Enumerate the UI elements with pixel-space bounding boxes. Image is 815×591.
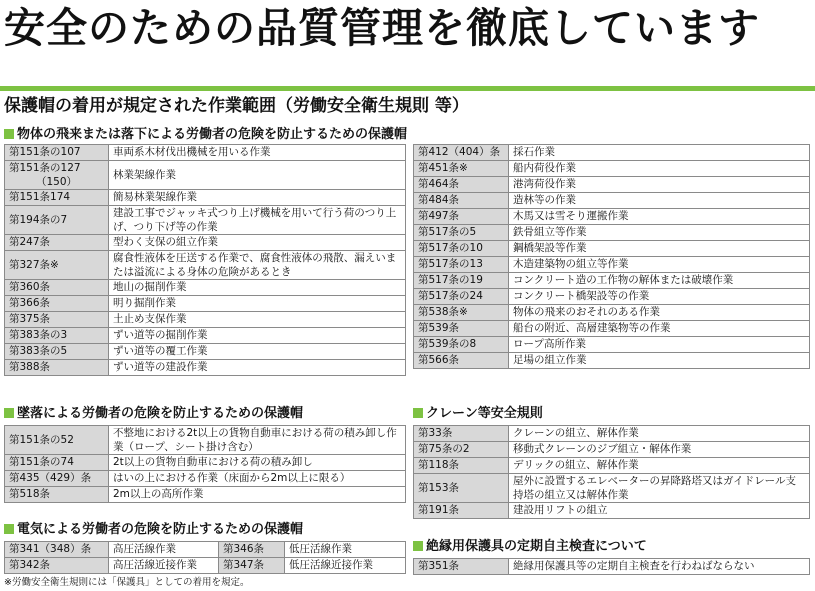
article-ref-cell: 第539条 [414,321,509,337]
table-row [414,458,810,474]
article-ref-cell: 第412（404）条 [414,145,509,161]
work-description-cell: 林業架線作業 [109,161,406,190]
table-row [414,353,810,369]
table-row [5,206,406,235]
work-description-cell: 船台の附近、高層建築物等の作業 [509,321,810,337]
work-description-cell: クレーンの組立、解体作業 [509,426,810,442]
table-row [414,145,810,161]
article-ref-cell: 第375条 [5,312,109,328]
work-description-cell: ロープ高所作業 [509,337,810,353]
table-row [5,344,406,360]
crane-table [413,425,810,519]
work-description-cell: 地山の掘削作業 [109,280,406,296]
article-ref-cell: 第191条 [414,503,509,519]
work-description-cell: デリックの組立、解体作業 [509,458,810,474]
table-row [414,337,810,353]
article-ref-cell: 第346条 [219,542,285,558]
table-row [5,190,406,206]
work-description-cell: 2t以上の貨物自動車における荷の積み卸し [109,455,406,471]
article-ref-cell: 第327条※ [5,251,109,280]
table-row [5,312,406,328]
work-description-cell: 2m以上の高所作業 [109,487,406,503]
green-square-icon [4,129,14,139]
table-row [5,426,406,455]
article-ref-cell: 第451条※ [414,161,509,177]
flying-left-table [4,144,406,376]
table-row [414,426,810,442]
article-ref-cell: 第194条の7 [5,206,109,235]
article-ref-cell: 第539条の8 [414,337,509,353]
work-description-cell: 腐食性液体を圧送する作業で、腐食性液体の飛散、漏えいまたは溢流による身体の危険があるとき [109,251,406,280]
article-ref-cell: 第517条の19 [414,273,509,289]
article-ref-cell: 第347条 [219,558,285,574]
article-ref-cell: 第517条の13 [414,257,509,273]
table-row [414,321,810,337]
section-heading-label: 墜落による労働者の危険を防止するための保護帽 [17,406,304,421]
table-row [5,328,406,344]
table-row [414,442,810,458]
table-row [414,225,810,241]
article-ref-cell: 第151条174 [5,190,109,206]
article-ref-cell: 第435（429）条 [5,471,109,487]
work-description-cell: 木馬又は雪そり運搬作業 [509,209,810,225]
table-row [414,209,810,225]
work-description-cell: 足場の組立作業 [509,353,810,369]
table-row [414,161,810,177]
section-heading-crane [413,406,543,422]
work-description-cell: 造林等の作業 [509,193,810,209]
work-description-cell: 屋外に設置するエレベーターの昇降路塔又はガイドレール支持塔の組立又は解体作業 [509,474,810,503]
article-ref-cell: 第566条 [414,353,509,369]
insulation-table [413,558,810,575]
work-description-cell: 低圧活線作業 [285,542,406,558]
article-ref-cell: 第517条の5 [414,225,509,241]
article-ref-cell: 第247条 [5,235,109,251]
article-ref-cell: 第151条の107 [5,145,109,161]
table-row [414,241,810,257]
article-ref-cell: 第351条 [414,559,509,575]
flying-right-table [413,144,810,369]
work-description-cell: 簡易林業架線作業 [109,190,406,206]
table-row [5,542,406,558]
article-ref-cell: 第388条 [5,360,109,376]
section-heading-insulation [413,539,647,555]
table-row [414,193,810,209]
work-description-cell: コンクリート橋架設等の作業 [509,289,810,305]
article-ref-cell: 第518条 [5,487,109,503]
table-row [5,455,406,471]
work-description-cell: 明り掘削作業 [109,296,406,312]
article-ref-cell: 第497条 [414,209,509,225]
article-ref-cell: 第151条の127 （150） [5,161,109,190]
article-ref-cell: 第151条の52 [5,426,109,455]
work-description-cell: 物体の飛来のおそれのある作業 [509,305,810,321]
falling-table [4,425,406,503]
page-title: 安全のための品質管理を徹底しています [4,4,760,52]
table-row [5,161,406,190]
work-description-cell: 建設工事でジャッキ式つり上げ機械を用いて行う荷のつり上げ、つり下げ等の作業 [109,206,406,235]
work-description-cell: 高圧活線作業 [109,542,219,558]
table-row [5,145,406,161]
table-row [414,257,810,273]
green-square-icon [4,408,14,418]
table-row [414,273,810,289]
work-description-cell: 絶縁用保護具等の定期自主検査を行わねばならない [509,559,810,575]
table-row [5,235,406,251]
section-heading-falling [4,406,303,422]
table-row [5,471,406,487]
table-row [414,559,810,575]
table-row [5,251,406,280]
article-ref-cell: 第383条の3 [5,328,109,344]
article-ref-cell: 第517条の10 [414,241,509,257]
section-heading-electric [4,522,303,538]
article-ref-cell: 第464条 [414,177,509,193]
table-row [5,360,406,376]
work-description-cell: 不整地における2t以上の貨物自動車における荷の積み卸し作業（ロープ、シート掛け含む） [109,426,406,455]
green-square-icon [413,408,423,418]
table-row [5,280,406,296]
table-row [414,289,810,305]
table-row [5,296,406,312]
section-heading-label: 物体の飛来または落下による労働者の危険を防止するための保護帽 [17,127,408,142]
work-description-cell: 高圧活線近接作業 [109,558,219,574]
work-description-cell: 建設用リフトの組立 [509,503,810,519]
work-description-cell: 車両系木材伐出機械を用いる作業 [109,145,406,161]
section-heading-label: 電気による労働者の危険を防止するための保護帽 [17,522,304,537]
table-row [5,558,406,574]
article-ref-cell: 第538条※ [414,305,509,321]
electric-table [4,541,406,574]
work-description-cell: 鉄骨組立等作業 [509,225,810,241]
table-row [414,177,810,193]
article-ref-cell: 第75条の2 [414,442,509,458]
work-description-cell: ずい道等の掘削作業 [109,328,406,344]
work-description-cell: 船内荷役作業 [509,161,810,177]
work-description-cell: 港湾荷役作業 [509,177,810,193]
footnote: ※労働安全衛生規則には「保護具」としての着用を規定。 [4,577,250,588]
accent-divider [0,86,815,91]
work-description-cell: 低圧活線近接作業 [285,558,406,574]
work-description-cell: はいの上における作業（床面から2m以上に限る） [109,471,406,487]
work-description-cell: 採石作業 [509,145,810,161]
table-row [414,503,810,519]
work-description-cell: 移動式クレーンのジブ組立・解体作業 [509,442,810,458]
section-heading-label: 絶縁用保護具の定期自主検査について [426,539,647,554]
article-ref-cell: 第118条 [414,458,509,474]
section-heading-flying [4,127,407,143]
page-subtitle: 保護帽の着用が規定された作業範囲（労働安全衛生規則 等） [4,96,469,116]
work-description-cell: 型わく支保の組立作業 [109,235,406,251]
article-ref-cell: 第153条 [414,474,509,503]
article-ref-cell: 第33条 [414,426,509,442]
article-ref-cell: 第366条 [5,296,109,312]
table-row [5,487,406,503]
article-ref-cell: 第383条の5 [5,344,109,360]
work-description-cell: ずい道等の建設作業 [109,360,406,376]
work-description-cell: 鋼橋架設等作業 [509,241,810,257]
section-heading-label: クレーン等安全規則 [426,406,543,421]
article-ref-cell: 第342条 [5,558,109,574]
work-description-cell: コンクリート造の工作物の解体または破壊作業 [509,273,810,289]
work-description-cell: ずい道等の覆工作業 [109,344,406,360]
table-row [414,305,810,321]
article-ref-cell: 第517条の24 [414,289,509,305]
green-square-icon [4,524,14,534]
article-ref-cell: 第341（348）条 [5,542,109,558]
article-ref-cell: 第484条 [414,193,509,209]
article-ref-cell: 第360条 [5,280,109,296]
work-description-cell: 土止め支保作業 [109,312,406,328]
table-row [414,474,810,503]
green-square-icon [413,541,423,551]
work-description-cell: 木造建築物の組立等作業 [509,257,810,273]
article-ref-cell: 第151条の74 [5,455,109,471]
